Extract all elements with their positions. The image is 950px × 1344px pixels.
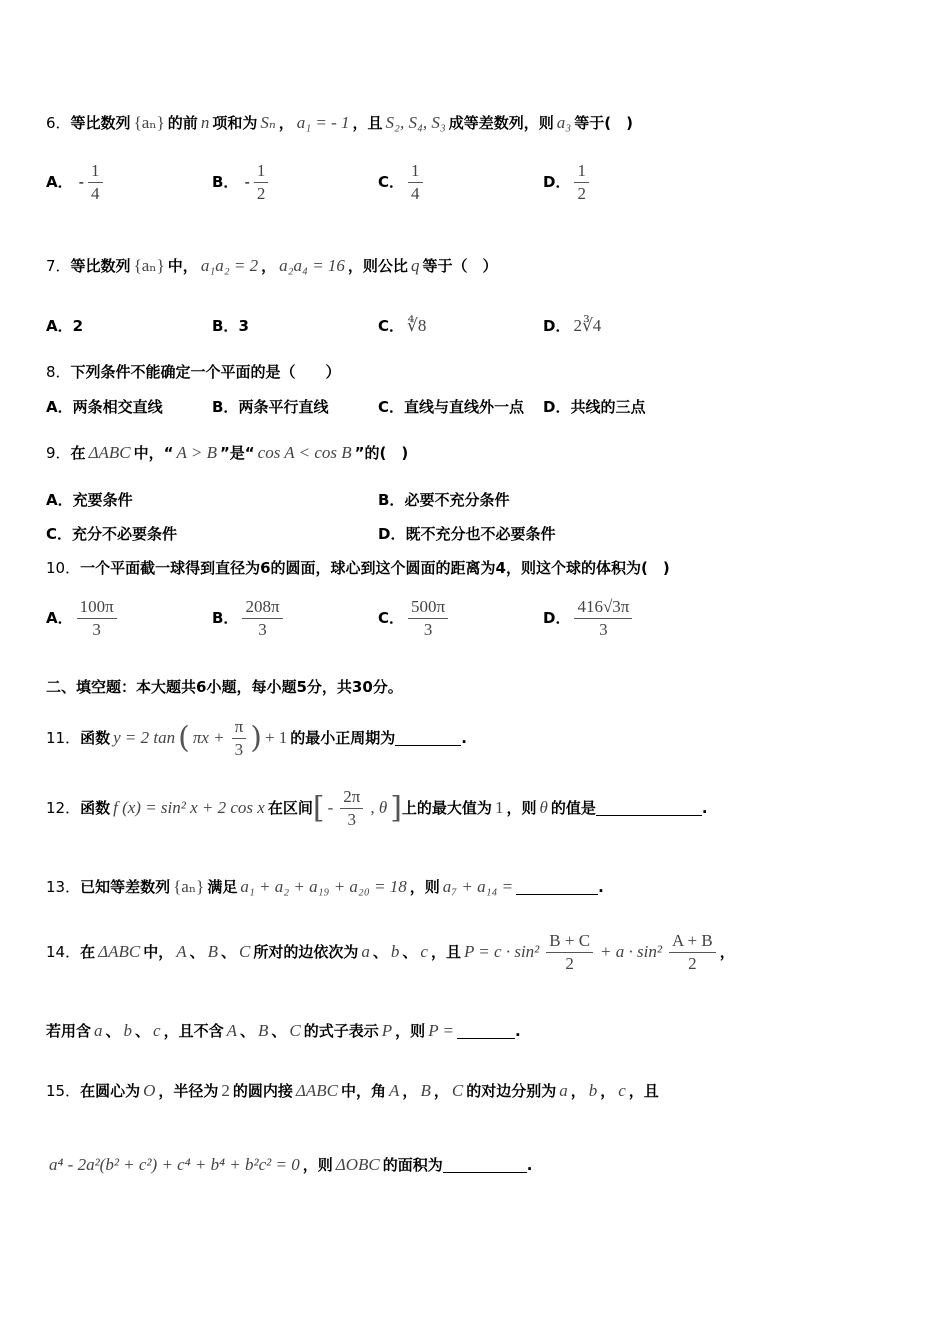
q-text: . bbox=[598, 878, 604, 896]
q-text: 所对的边依次为 bbox=[253, 943, 359, 961]
denominator: 3 bbox=[258, 620, 267, 639]
denominator: 2 bbox=[565, 954, 574, 973]
question-9 bbox=[46, 442, 408, 464]
q-text: . bbox=[461, 729, 467, 747]
q-text: 一个平面截一球得到直径为6的圆面，球心到这个圆面的距离为4，则这个球的体积为( ) bbox=[80, 559, 670, 577]
q-text: ，则 bbox=[302, 1156, 333, 1174]
q-text: ， bbox=[278, 114, 294, 132]
math: P = c · sin² bbox=[463, 942, 540, 961]
numerator: 100π bbox=[77, 596, 117, 619]
math: A bbox=[226, 1021, 237, 1040]
q-text: 、 bbox=[221, 943, 237, 961]
math: c bbox=[618, 1081, 626, 1100]
math: C bbox=[239, 942, 251, 961]
q-text: ， bbox=[433, 1082, 449, 1100]
math: a₁a₂ = 2 bbox=[200, 256, 259, 275]
question-7 bbox=[46, 255, 497, 277]
q-text: 已知等差数列 bbox=[80, 878, 171, 896]
option-b[interactable] bbox=[212, 396, 328, 418]
question-number: 6． bbox=[46, 114, 71, 132]
question-number: 12． bbox=[46, 799, 81, 817]
left-paren: ( bbox=[178, 720, 190, 756]
q-text: 的圆内接 bbox=[232, 1082, 293, 1100]
fraction bbox=[408, 160, 423, 205]
answer-blank[interactable] bbox=[596, 801, 702, 816]
option-value: ∜8 bbox=[407, 316, 427, 335]
question-15 bbox=[46, 1080, 659, 1102]
math: a₂a₄ = 16 bbox=[279, 256, 345, 275]
math: b bbox=[588, 1081, 598, 1100]
q-text: 函数 bbox=[80, 729, 111, 747]
question-11 bbox=[46, 716, 467, 761]
option-label: D． bbox=[543, 398, 571, 416]
denominator: 2 bbox=[688, 954, 697, 973]
math: ΔABC bbox=[88, 443, 131, 462]
math: B bbox=[258, 1021, 269, 1040]
math: ΔABC bbox=[295, 1081, 339, 1100]
math: + 1 bbox=[264, 728, 288, 747]
fraction bbox=[574, 596, 632, 641]
question-number: 13． bbox=[46, 878, 81, 896]
q-text: 函数 bbox=[80, 799, 111, 817]
question-number: 9． bbox=[46, 444, 71, 462]
fraction bbox=[546, 930, 593, 975]
math: O bbox=[143, 1081, 156, 1100]
math: - bbox=[327, 798, 334, 817]
question-12 bbox=[46, 786, 708, 831]
option-value: 充分不必要条件 bbox=[72, 525, 178, 543]
option-label: B． bbox=[212, 609, 239, 627]
fraction bbox=[574, 160, 589, 205]
q-text: 中，“ bbox=[133, 444, 174, 462]
question-number: 8． bbox=[46, 363, 71, 381]
option-label: D． bbox=[543, 173, 571, 191]
math: cos A < cos B bbox=[257, 443, 352, 462]
fraction bbox=[254, 160, 269, 205]
question-8 bbox=[46, 361, 341, 383]
q-text: . bbox=[701, 799, 708, 817]
q-text: 的最小正周期为 bbox=[290, 729, 396, 747]
math: a bbox=[94, 1021, 103, 1040]
math: + a · sin² bbox=[600, 942, 662, 961]
q-text: ，半径为 bbox=[158, 1082, 219, 1100]
q-text: ”的( ) bbox=[354, 444, 409, 462]
numerator: 416√3π bbox=[574, 596, 632, 619]
math: θ bbox=[539, 798, 548, 817]
option-d[interactable] bbox=[378, 523, 555, 545]
q-text: 中， bbox=[143, 943, 174, 961]
option-c[interactable] bbox=[378, 396, 524, 418]
numerator: 2π bbox=[340, 786, 363, 809]
question-number: 15． bbox=[46, 1082, 81, 1100]
q-text: 的面积为 bbox=[382, 1156, 443, 1174]
option-b[interactable] bbox=[212, 596, 287, 641]
q-text: ，且 bbox=[352, 114, 383, 132]
right-bracket: ] bbox=[390, 790, 402, 826]
option-c[interactable] bbox=[378, 596, 452, 641]
section-heading: 二、填空题：本大题共6小题，每小题5分，共30分。 bbox=[46, 678, 403, 696]
math: a₇ + a₁₄ = bbox=[442, 877, 514, 896]
q-text: 、 bbox=[372, 943, 388, 961]
q-text: ，则 bbox=[506, 799, 537, 817]
math: f (x) = sin² x + 2 cos x bbox=[113, 798, 265, 817]
math: c bbox=[153, 1021, 161, 1040]
math: a bbox=[361, 942, 370, 961]
numerator: 1 bbox=[88, 160, 103, 183]
option-d[interactable] bbox=[543, 396, 645, 418]
option-label: B． bbox=[212, 317, 239, 335]
option-d[interactable] bbox=[543, 315, 604, 337]
option-value: 2 bbox=[72, 317, 84, 335]
denominator: 4 bbox=[411, 184, 420, 203]
option-a[interactable] bbox=[46, 396, 163, 418]
option-label: D． bbox=[543, 317, 571, 335]
numerator: π bbox=[232, 716, 247, 739]
math: B bbox=[420, 1081, 431, 1100]
math: πx + bbox=[192, 728, 225, 747]
math: ΔOBC bbox=[335, 1155, 380, 1174]
question-number: 7． bbox=[46, 257, 71, 275]
option-value: 必要不充分条件 bbox=[404, 491, 510, 509]
fraction bbox=[88, 160, 103, 205]
denominator: 2 bbox=[256, 184, 266, 203]
option-d[interactable] bbox=[543, 160, 593, 205]
math: 1 bbox=[494, 798, 504, 817]
q-text: 、 bbox=[271, 1022, 287, 1040]
q-text: 的值是 bbox=[550, 799, 596, 817]
option-label: C． bbox=[378, 173, 405, 191]
math: C bbox=[451, 1081, 464, 1100]
question-number: 14． bbox=[46, 943, 81, 961]
q-text: ， bbox=[261, 257, 277, 275]
option-b[interactable] bbox=[212, 160, 272, 205]
math: y = 2 tan bbox=[113, 728, 176, 747]
question-14 bbox=[46, 930, 735, 975]
q-text: 下列条件不能确定一个平面的是（ ） bbox=[70, 363, 341, 381]
option-sign: - bbox=[78, 173, 85, 191]
q-text: 等于（ ） bbox=[422, 257, 498, 275]
q-text: ， bbox=[600, 1082, 616, 1100]
answer-blank[interactable] bbox=[457, 1024, 515, 1039]
numerator: 208π bbox=[242, 596, 282, 619]
q-text: 、 bbox=[402, 943, 418, 961]
q-text: 等比数列 bbox=[70, 257, 131, 275]
option-label: C． bbox=[378, 317, 405, 335]
numerator: 1 bbox=[254, 160, 269, 183]
fraction bbox=[77, 596, 117, 641]
math: c bbox=[420, 942, 428, 961]
math: P = bbox=[428, 1021, 454, 1040]
question-6 bbox=[46, 112, 633, 134]
q-text: ，则 bbox=[409, 878, 440, 896]
q-text: 等比数列 bbox=[70, 114, 131, 132]
math: a₁ + a₂ + a₁₉ + a₂₀ = 18 bbox=[240, 877, 407, 896]
q-text: 成等差数列，则 bbox=[448, 114, 554, 132]
math: n bbox=[200, 113, 210, 132]
option-label: C． bbox=[378, 398, 405, 416]
q-text: 的对边分别为 bbox=[466, 1082, 557, 1100]
fraction bbox=[340, 786, 363, 831]
numerator: 500π bbox=[408, 596, 448, 619]
option-c[interactable] bbox=[378, 315, 429, 337]
math: a₃ bbox=[556, 113, 572, 132]
numerator: A + B bbox=[669, 930, 716, 953]
option-label: B． bbox=[212, 173, 239, 191]
fraction bbox=[242, 596, 282, 641]
q-text: 上的最大值为 bbox=[401, 799, 492, 817]
q-text: ， bbox=[570, 1082, 586, 1100]
q-text: 在区间 bbox=[267, 799, 313, 817]
q-text: 、 bbox=[240, 1022, 256, 1040]
option-sign: - bbox=[244, 173, 250, 191]
denominator: 3 bbox=[599, 620, 608, 639]
q-text: 的前 bbox=[167, 114, 198, 132]
math: {aₙ} bbox=[173, 877, 205, 896]
math: {aₙ} bbox=[133, 256, 165, 275]
option-value: 3 bbox=[238, 317, 249, 335]
option-a[interactable] bbox=[46, 489, 133, 511]
math: A bbox=[389, 1081, 400, 1100]
option-value: 两条平行直线 bbox=[238, 398, 329, 416]
question-10 bbox=[46, 557, 670, 579]
q-text: 中， bbox=[167, 257, 198, 275]
q-text: 等于( ) bbox=[574, 114, 633, 132]
option-label: A． bbox=[46, 173, 73, 191]
option-label: A． bbox=[46, 609, 73, 627]
math: , θ bbox=[370, 798, 388, 817]
option-value: 直线与直线外一点 bbox=[404, 398, 525, 416]
math: 2 bbox=[221, 1081, 230, 1100]
option-label: A． bbox=[46, 398, 73, 416]
q-text: 、 bbox=[135, 1022, 151, 1040]
fraction bbox=[232, 716, 247, 761]
option-a[interactable] bbox=[46, 315, 83, 337]
option-b[interactable] bbox=[212, 315, 249, 337]
math: C bbox=[289, 1021, 301, 1040]
option-label: C． bbox=[46, 525, 73, 543]
option-label: C． bbox=[378, 609, 405, 627]
question-number: 10． bbox=[46, 559, 81, 577]
right-paren: ) bbox=[250, 720, 262, 756]
q-text: ”是“ bbox=[219, 444, 255, 462]
math: ΔABC bbox=[98, 942, 141, 961]
option-label: A． bbox=[46, 491, 73, 509]
option-label: B． bbox=[378, 491, 405, 509]
option-label: B． bbox=[212, 398, 239, 416]
q-text: ，且 bbox=[628, 1082, 659, 1100]
math: a₁ = - 1 bbox=[296, 113, 350, 132]
fraction bbox=[408, 596, 448, 641]
option-label: D． bbox=[543, 609, 571, 627]
answer-blank[interactable] bbox=[443, 1158, 527, 1173]
q-text: ，则公比 bbox=[347, 257, 408, 275]
option-value: 既不充分也不必要条件 bbox=[405, 525, 556, 543]
left-bracket: [ bbox=[312, 790, 325, 826]
q-text: 若用含 bbox=[46, 1022, 92, 1040]
q-text: ，且不含 bbox=[163, 1022, 224, 1040]
q-text: 在 bbox=[70, 444, 86, 462]
option-b[interactable] bbox=[378, 489, 509, 511]
q-text: ，且 bbox=[430, 943, 461, 961]
denominator: 3 bbox=[423, 620, 433, 639]
math: S₂, S₄, S₃ bbox=[385, 113, 446, 132]
math: a bbox=[559, 1081, 568, 1100]
question-15-line-2 bbox=[46, 1154, 532, 1176]
q-text: 在圆心为 bbox=[80, 1082, 141, 1100]
option-label: D． bbox=[378, 525, 406, 543]
fraction bbox=[669, 930, 716, 975]
math: A > B bbox=[176, 443, 217, 462]
numerator: 1 bbox=[408, 160, 423, 183]
q-text: 的式子表示 bbox=[303, 1022, 379, 1040]
option-value: 充要条件 bbox=[72, 491, 133, 509]
math: Sₙ bbox=[260, 113, 276, 132]
q-text: 项和为 bbox=[212, 114, 258, 132]
option-value: 共线的三点 bbox=[570, 398, 646, 416]
math: a⁴ - 2a²(b² + c²) + c⁴ + b⁴ + b²c² = 0 bbox=[49, 1155, 300, 1174]
q-text: ， bbox=[402, 1082, 418, 1100]
option-c[interactable] bbox=[46, 523, 177, 545]
answer-blank[interactable] bbox=[395, 731, 461, 746]
q-text: 、 bbox=[105, 1022, 121, 1040]
q-text: 满足 bbox=[207, 878, 238, 896]
option-value: 两条相交直线 bbox=[72, 398, 163, 416]
math: P bbox=[381, 1021, 393, 1040]
q-text: . bbox=[526, 1156, 533, 1174]
q-text: ，则 bbox=[395, 1022, 426, 1040]
answer-blank[interactable] bbox=[516, 880, 598, 895]
math: {aₙ} bbox=[133, 113, 165, 132]
denominator: 2 bbox=[577, 184, 586, 203]
question-13 bbox=[46, 876, 604, 898]
denominator: 3 bbox=[234, 740, 244, 759]
option-d[interactable] bbox=[543, 596, 636, 641]
q-text: 中，角 bbox=[341, 1082, 387, 1100]
denominator: 3 bbox=[347, 810, 357, 829]
option-label: A． bbox=[46, 317, 73, 335]
option-value: 2∛4 bbox=[573, 316, 602, 335]
math: A bbox=[176, 942, 187, 961]
q-text: 、 bbox=[189, 943, 205, 961]
math: q bbox=[410, 256, 420, 275]
option-a[interactable] bbox=[46, 596, 121, 641]
denominator: 4 bbox=[91, 184, 100, 203]
question-number: 11． bbox=[46, 729, 81, 747]
q-text: ， bbox=[719, 943, 735, 961]
denominator: 3 bbox=[92, 620, 101, 639]
numerator: B + C bbox=[546, 930, 593, 953]
option-a[interactable] bbox=[46, 160, 107, 205]
numerator: 1 bbox=[574, 160, 589, 183]
math: B bbox=[207, 942, 219, 961]
q-text: . bbox=[515, 1022, 521, 1040]
math: b bbox=[390, 942, 400, 961]
q-text: 在 bbox=[80, 943, 96, 961]
question-14-line-2 bbox=[46, 1020, 521, 1042]
option-c[interactable] bbox=[378, 160, 427, 205]
math: b bbox=[123, 1021, 133, 1040]
